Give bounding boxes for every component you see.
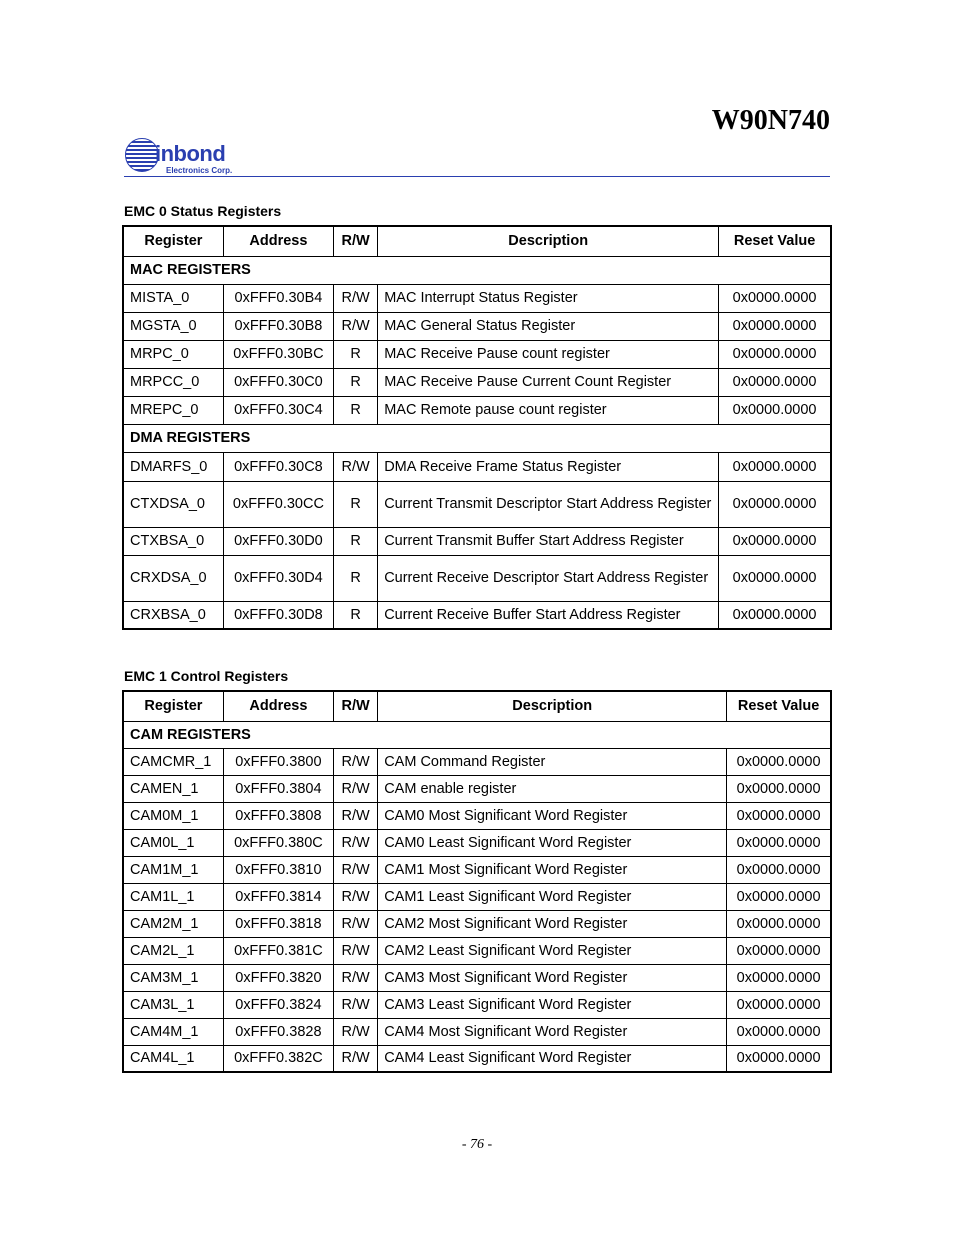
table-row <box>123 856 831 883</box>
address-cell: 0xFFF0.30CC <box>223 481 333 527</box>
description-cell: CAM1 Least Significant Word Register <box>378 883 727 910</box>
group-row <box>123 721 831 748</box>
table-row <box>123 1045 831 1072</box>
header-divider <box>124 176 830 177</box>
reset-value-cell: 0x0000.0000 <box>727 937 831 964</box>
reset-value-cell: 0x0000.0000 <box>719 396 831 424</box>
rw-cell: R/W <box>334 312 378 340</box>
reset-value-cell: 0x0000.0000 <box>727 748 831 775</box>
rw-cell: R/W <box>334 452 378 481</box>
description-cell: MAC Remote pause count register <box>378 396 719 424</box>
rw-cell: R <box>334 601 378 629</box>
address-cell: 0xFFF0.3804 <box>223 775 333 802</box>
emc0-status-title: EMC 0 Status Registers <box>124 203 282 219</box>
address-cell: 0xFFF0.3814 <box>223 883 333 910</box>
description-cell: Current Receive Descriptor Start Address Register <box>378 555 719 601</box>
register-cell: CAM4M_1 <box>123 1018 223 1045</box>
reset-value-cell: 0x0000.0000 <box>719 601 831 629</box>
col-rw: R/W <box>334 226 378 256</box>
table-row <box>123 775 831 802</box>
reset-value-cell: 0x0000.0000 <box>727 802 831 829</box>
rw-cell: R/W <box>334 1018 378 1045</box>
reset-value-cell: 0x0000.0000 <box>719 284 831 312</box>
register-cell: CAM1M_1 <box>123 856 223 883</box>
address-cell: 0xFFF0.3820 <box>223 964 333 991</box>
register-cell: MGSTA_0 <box>123 312 223 340</box>
group-label: DMA REGISTERS <box>123 424 831 452</box>
register-cell: CAM2M_1 <box>123 910 223 937</box>
table-row <box>123 964 831 991</box>
reset-value-cell: 0x0000.0000 <box>727 964 831 991</box>
table-row <box>123 452 831 481</box>
reset-value-cell: 0x0000.0000 <box>719 527 831 555</box>
page-number: - 76 - <box>461 1137 493 1152</box>
logo-wordmark: inbond <box>155 141 226 166</box>
reset-value-cell: 0x0000.0000 <box>727 991 831 1018</box>
description-cell: MAC General Status Register <box>378 312 719 340</box>
rw-cell: R/W <box>334 748 378 775</box>
group-label: CAM REGISTERS <box>123 721 831 748</box>
address-cell: 0xFFF0.3818 <box>223 910 333 937</box>
reset-value-cell: 0x0000.0000 <box>727 775 831 802</box>
address-cell: 0xFFF0.382C <box>223 1045 333 1072</box>
address-cell: 0xFFF0.30C4 <box>223 396 333 424</box>
register-cell: MRPC_0 <box>123 340 223 368</box>
register-cell: MISTA_0 <box>123 284 223 312</box>
emc0-status-table <box>122 225 832 630</box>
reset-value-cell: 0x0000.0000 <box>719 312 831 340</box>
col-address: Address <box>223 691 333 721</box>
register-cell: MRPCC_0 <box>123 368 223 396</box>
table-row <box>123 368 831 396</box>
rw-cell: R/W <box>334 937 378 964</box>
col-register: Register <box>123 226 223 256</box>
table-row <box>123 481 831 527</box>
description-cell: CAM0 Most Significant Word Register <box>378 802 727 829</box>
address-cell: 0xFFF0.30C8 <box>223 452 333 481</box>
rw-cell: R/W <box>334 910 378 937</box>
address-cell: 0xFFF0.30D8 <box>223 601 333 629</box>
address-cell: 0xFFF0.380C <box>223 829 333 856</box>
emc1-control-title: EMC 1 Control Registers <box>124 668 289 684</box>
register-cell: CTXBSA_0 <box>123 527 223 555</box>
group-label: MAC REGISTERS <box>123 256 831 284</box>
address-cell: 0xFFF0.30D0 <box>223 527 333 555</box>
register-cell: CAM4L_1 <box>123 1045 223 1072</box>
table-row <box>123 601 831 629</box>
col-reset-value: Reset Value <box>719 226 831 256</box>
table-header-row <box>123 226 831 256</box>
address-cell: 0xFFF0.3828 <box>223 1018 333 1045</box>
description-cell: Current Transmit Descriptor Start Address Register <box>378 481 719 527</box>
register-cell: CAM1L_1 <box>123 883 223 910</box>
logo-subtitle: Electronics Corp. <box>166 166 233 175</box>
table-row <box>123 1018 831 1045</box>
description-cell: MAC Interrupt Status Register <box>378 284 719 312</box>
description-cell: CAM1 Most Significant Word Register <box>378 856 727 883</box>
description-cell: MAC Receive Pause Current Count Register <box>378 368 719 396</box>
register-cell: MREPC_0 <box>123 396 223 424</box>
address-cell: 0xFFF0.3800 <box>223 748 333 775</box>
col-rw: R/W <box>334 691 378 721</box>
col-register: Register <box>123 691 223 721</box>
col-description: Description <box>378 691 727 721</box>
reset-value-cell: 0x0000.0000 <box>719 481 831 527</box>
description-cell: CAM0 Least Significant Word Register <box>378 829 727 856</box>
reset-value-cell: 0x0000.0000 <box>727 910 831 937</box>
document-title: W90N740 <box>711 105 830 136</box>
rw-cell: R/W <box>334 964 378 991</box>
group-row <box>123 424 831 452</box>
table-row <box>123 829 831 856</box>
table-row <box>123 527 831 555</box>
group-row <box>123 256 831 284</box>
description-cell: DMA Receive Frame Status Register <box>378 452 719 481</box>
description-cell: CAM2 Most Significant Word Register <box>378 910 727 937</box>
table-row <box>123 555 831 601</box>
rw-cell: R/W <box>334 883 378 910</box>
description-cell: CAM2 Least Significant Word Register <box>378 937 727 964</box>
register-cell: CRXDSA_0 <box>123 555 223 601</box>
address-cell: 0xFFF0.30B4 <box>223 284 333 312</box>
register-cell: CAM2L_1 <box>123 937 223 964</box>
reset-value-cell: 0x0000.0000 <box>719 452 831 481</box>
description-cell: CAM4 Least Significant Word Register <box>378 1045 727 1072</box>
table-row <box>123 284 831 312</box>
table-row <box>123 396 831 424</box>
rw-cell: R <box>334 481 378 527</box>
reset-value-cell: 0x0000.0000 <box>727 856 831 883</box>
register-cell: CAM3M_1 <box>123 964 223 991</box>
rw-cell: R <box>334 340 378 368</box>
rw-cell: R/W <box>334 284 378 312</box>
reset-value-cell: 0x0000.0000 <box>719 555 831 601</box>
address-cell: 0xFFF0.30D4 <box>223 555 333 601</box>
register-cell: CAMCMR_1 <box>123 748 223 775</box>
reset-value-cell: 0x0000.0000 <box>727 829 831 856</box>
register-cell: CAM0L_1 <box>123 829 223 856</box>
rw-cell: R/W <box>334 775 378 802</box>
rw-cell: R <box>334 368 378 396</box>
address-cell: 0xFFF0.381C <box>223 937 333 964</box>
description-cell: MAC Receive Pause count register <box>378 340 719 368</box>
rw-cell: R/W <box>334 829 378 856</box>
register-cell: CAM3L_1 <box>123 991 223 1018</box>
rw-cell: R/W <box>334 802 378 829</box>
emc1-control-table <box>122 690 832 1073</box>
table-row <box>123 910 831 937</box>
register-cell: CAMEN_1 <box>123 775 223 802</box>
table-row <box>123 748 831 775</box>
description-cell: Current Transmit Buffer Start Address Register <box>378 527 719 555</box>
rw-cell: R <box>334 527 378 555</box>
table-row <box>123 883 831 910</box>
rw-cell: R/W <box>334 856 378 883</box>
globe-logo-icon <box>125 138 159 172</box>
rw-cell: R <box>334 555 378 601</box>
rw-cell: R <box>334 396 378 424</box>
address-cell: 0xFFF0.30C0 <box>223 368 333 396</box>
rw-cell: R/W <box>334 1045 378 1072</box>
table-row <box>123 802 831 829</box>
description-cell: CAM Command Register <box>378 748 727 775</box>
reset-value-cell: 0x0000.0000 <box>719 368 831 396</box>
table-row <box>123 991 831 1018</box>
table-row <box>123 340 831 368</box>
address-cell: 0xFFF0.3810 <box>223 856 333 883</box>
col-reset-value: Reset Value <box>727 691 831 721</box>
description-cell: Current Receive Buffer Start Address Register <box>378 601 719 629</box>
address-cell: 0xFFF0.30BC <box>223 340 333 368</box>
address-cell: 0xFFF0.30B8 <box>223 312 333 340</box>
description-cell: CAM4 Most Significant Word Register <box>378 1018 727 1045</box>
address-cell: 0xFFF0.3824 <box>223 991 333 1018</box>
reset-value-cell: 0x0000.0000 <box>727 1045 831 1072</box>
col-address: Address <box>223 226 333 256</box>
col-description: Description <box>378 226 719 256</box>
address-cell: 0xFFF0.3808 <box>223 802 333 829</box>
reset-value-cell: 0x0000.0000 <box>719 340 831 368</box>
description-cell: CAM3 Least Significant Word Register <box>378 991 727 1018</box>
table-row <box>123 937 831 964</box>
table-header-row <box>123 691 831 721</box>
winbond-logo <box>125 138 250 178</box>
table-row <box>123 312 831 340</box>
description-cell: CAM3 Most Significant Word Register <box>378 964 727 991</box>
register-cell: CRXBSA_0 <box>123 601 223 629</box>
reset-value-cell: 0x0000.0000 <box>727 1018 831 1045</box>
register-cell: CAM0M_1 <box>123 802 223 829</box>
rw-cell: R/W <box>334 991 378 1018</box>
register-cell: CTXDSA_0 <box>123 481 223 527</box>
reset-value-cell: 0x0000.0000 <box>727 883 831 910</box>
description-cell: CAM enable register <box>378 775 727 802</box>
register-cell: DMARFS_0 <box>123 452 223 481</box>
